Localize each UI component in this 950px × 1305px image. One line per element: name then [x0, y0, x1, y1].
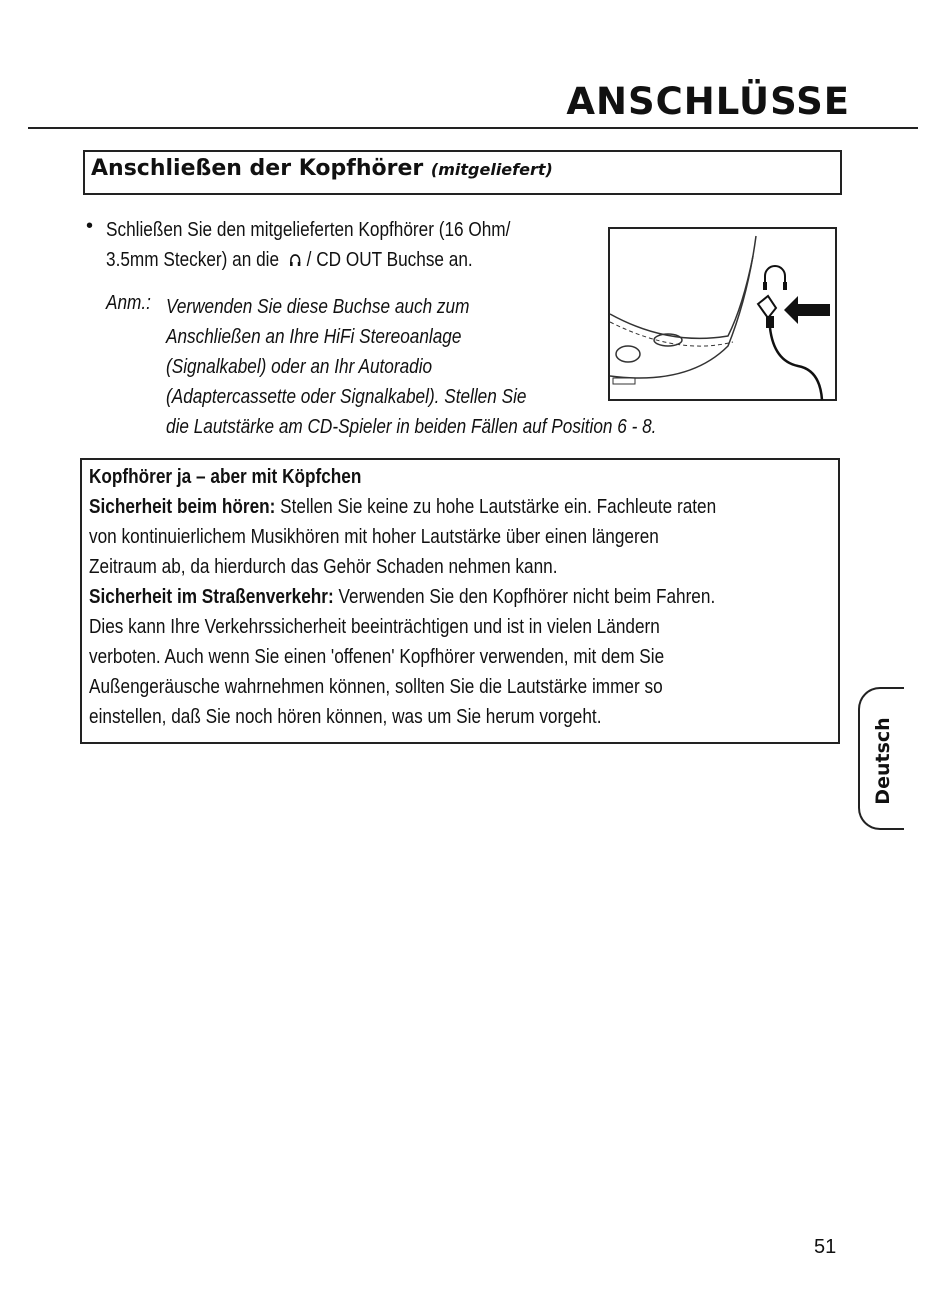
section-heading-note: (mitgeliefert) [430, 160, 553, 179]
bullet-line-1: Schließen Sie den mitgelieferten Kopfhörer (16 Ohm/ [106, 219, 511, 241]
safety-traffic-text: Verwenden Sie den Kopfhörer nicht beim Fahren. [333, 586, 716, 608]
note-line: (Adaptercassette oder Signalkabel). Stellen Sie [166, 386, 527, 408]
headphone-icon [288, 252, 302, 268]
page-number: 51 [814, 1236, 837, 1258]
title-rule [28, 127, 918, 129]
safety-traffic-text: Außengeräusche wahrnehmen können, sollten Sie die Lautstärke immer so [89, 676, 663, 698]
section-heading [91, 156, 553, 181]
safety-info-box [80, 458, 840, 744]
bullet-dot: • [86, 215, 94, 237]
safety-info-text [89, 462, 777, 732]
safety-traffic-text: einstellen, daß Sie noch hören können, was um Sie herum vorgeht. [89, 706, 602, 728]
headphone-icon [763, 266, 787, 290]
safety-hearing-label: Sicherheit beim hören: [89, 496, 276, 518]
safety-hearing-text: von kontinuierlichem Musikhören mit hoher Lautstärke über einen längeren [89, 526, 659, 548]
page-title: ANSCHLÜSSE [566, 80, 850, 123]
safety-hearing-text: Zeitraum ab, da hierdurch das Gehör Schaden nehmen kann. [89, 556, 558, 578]
language-tab [858, 687, 904, 830]
cd-player-headphone-jack-illustration [608, 226, 838, 402]
safety-traffic-text: Dies kann Ihre Verkehrssicherheit beeinträchtigen und ist in vielen Ländern [89, 616, 660, 638]
note-line: die Lautstärke am CD-Spieler in beiden Fällen auf Position 6 - 8. [166, 416, 657, 438]
section-heading-box [83, 150, 842, 195]
note-line: (Signalkabel) oder an Ihr Autoradio [166, 356, 433, 378]
note-label: Anm.: [106, 292, 151, 314]
note-line: Anschließen an Ihre HiFi Stereoanlage [166, 326, 462, 348]
info-box-title: Kopfhörer ja – aber mit Köpfchen [89, 466, 362, 488]
note-line: Verwenden Sie diese Buchse auch zum [166, 296, 470, 318]
section-heading-text: Anschließen der Kopfhörer [91, 156, 424, 181]
bullet-line-2-pre: 3.5mm Stecker) an die [106, 249, 280, 271]
language-tab-label: Deutsch [872, 717, 894, 805]
safety-hearing-text: Stellen Sie keine zu hohe Lautstärke ein. Fachleute raten [275, 496, 717, 518]
safety-traffic-text: verboten. Auch wenn Sie einen 'offenen' Kopfhörer verwenden, mit dem Sie [89, 646, 665, 668]
bullet-line-2-post: / CD OUT Buchse an. [301, 249, 473, 271]
safety-traffic-label: Sicherheit im Straßenverkehr: [89, 586, 334, 608]
bullet-instruction [106, 215, 536, 275]
